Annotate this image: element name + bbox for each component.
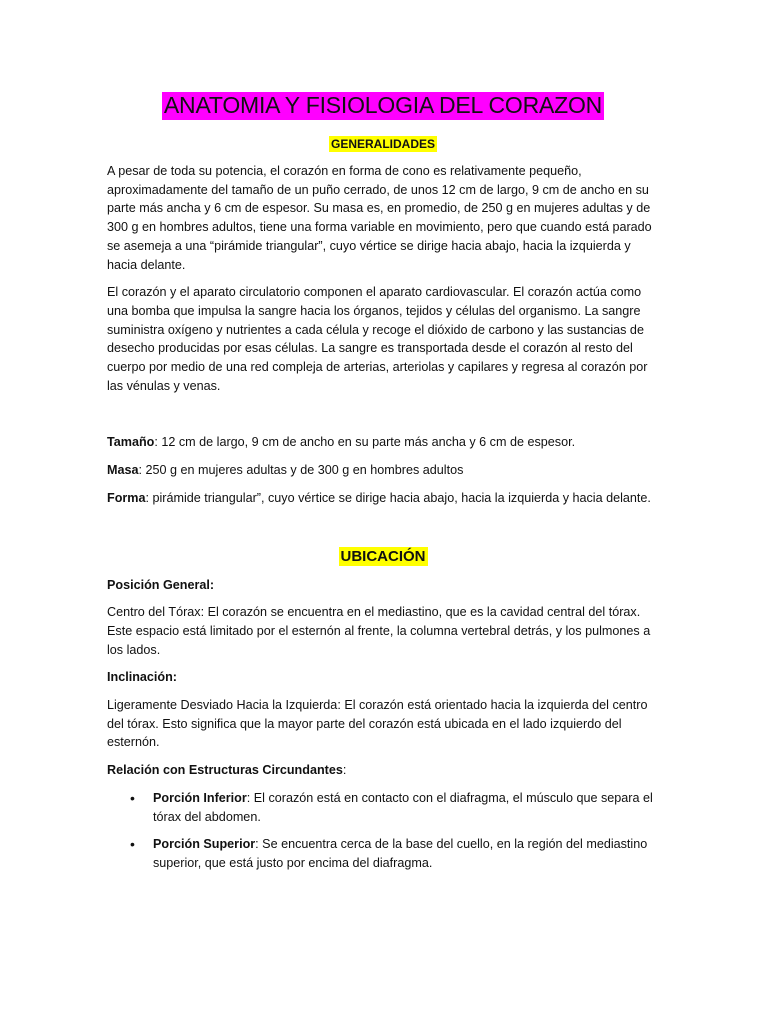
spacer bbox=[107, 404, 659, 433]
bullet-label: Porción Inferior bbox=[153, 790, 247, 805]
paragraph-generalidades-1: A pesar de toda su potencia, el corazón en forma de cono es relativamente pequeño, aproximadamente del tamaño de un puño cerrado, de unos 12 cm de largo, 9 cm de ancho en su parte más ancha y 6 cm de espesor. Su masa es, en promedio, de 250 g en mujeres adultas y de 300 g en hombres adultos, tiene una forma variable en movimiento, pero que cuando está parado se asemeja a una “pirámide triangular”, cuyo vértice se dirige hacia abajo, hacia la izquierda y hacia delante. bbox=[107, 164, 652, 272]
fact-label: Masa bbox=[107, 463, 139, 478]
posicion-general-label: Posición General: bbox=[107, 577, 215, 592]
fact-text: : pirámide triangular”, cuyo vértice se dirige hacia abajo, hacia la izquierda y hacia delante. bbox=[145, 490, 651, 505]
bullet-label: Porción Superior bbox=[153, 837, 256, 852]
inclinacion-label: Inclinación: bbox=[107, 670, 177, 685]
paragraph-generalidades-2: El corazón y el aparato circulatorio componen el aparato cardiovascular. El corazón actúa como una bomba que impulsa la sangre hacia los órganos, tejidos y células del organismo. La sangre suministra oxígeno y nutrientes a cada célula y recoge el dióxido de carbono y las sustancias de desecho producidas por esas células. La sangre es transportada desde el corazón al resto del cuerpo por medio de una red compleja de arterias, arteriolas y capilares y regresa al corazón por las vénulas y venas. bbox=[107, 285, 648, 393]
fact-masa bbox=[107, 461, 659, 480]
fact-text: : 12 cm de largo, 9 cm de ancho en su parte más ancha y 6 cm de espesor. bbox=[154, 435, 576, 450]
relacion-bullet-list bbox=[107, 789, 659, 873]
fact-tamano bbox=[107, 433, 659, 452]
fact-text: : 250 g en mujeres adultas y de 300 g en hombres adultos bbox=[138, 463, 464, 478]
bullet-text: : Se encuentra cerca de la base del cuello, en la región del mediastino superior, que está justo por encima del diafragma. bbox=[153, 837, 648, 870]
fact-label: Tamaño bbox=[107, 435, 155, 450]
title-block bbox=[107, 92, 659, 120]
section-heading-ubicacion-block bbox=[107, 547, 659, 566]
inclinacion-text: Ligeramente Desviado Hacia la Izquierda: El corazón está orientado hacia la izquierda del centro del tórax. Esto significa que la mayor parte del corazón está ubicada en el lado izquierdo del esternón. bbox=[107, 698, 648, 750]
section-heading-generalidades-block bbox=[107, 136, 659, 152]
bullet-text: : El corazón está en contacto con el diafragma, el músculo que separa el tórax del abdomen. bbox=[153, 790, 653, 824]
relacion-colon: : bbox=[342, 763, 347, 778]
bullet-icon: • bbox=[130, 789, 135, 806]
list-item bbox=[107, 835, 659, 872]
relacion-label: Relación con Estructuras Circundantes bbox=[107, 763, 343, 778]
spacer bbox=[107, 517, 659, 547]
list-item bbox=[107, 789, 659, 826]
fact-forma bbox=[107, 489, 659, 508]
relacion-heading bbox=[107, 761, 659, 780]
bullet-icon: • bbox=[130, 836, 135, 853]
posicion-general-text: Centro del Tórax: El corazón se encuentra en el mediastino, que es la cavidad central del tórax. Este espacio está limitado por el esternón al frente, la columna vertebral detrás, y los pulmones a los lados. bbox=[107, 605, 651, 657]
fact-label: Forma bbox=[107, 490, 146, 505]
document-title: ANATOMIA Y FISIOLOGIA DEL CORAZON bbox=[163, 92, 603, 118]
section-heading-generalidades: GENERALIDADES bbox=[330, 137, 435, 151]
document-body bbox=[107, 92, 659, 882]
section-heading-ubicacion: UBICACIÓN bbox=[340, 547, 426, 565]
